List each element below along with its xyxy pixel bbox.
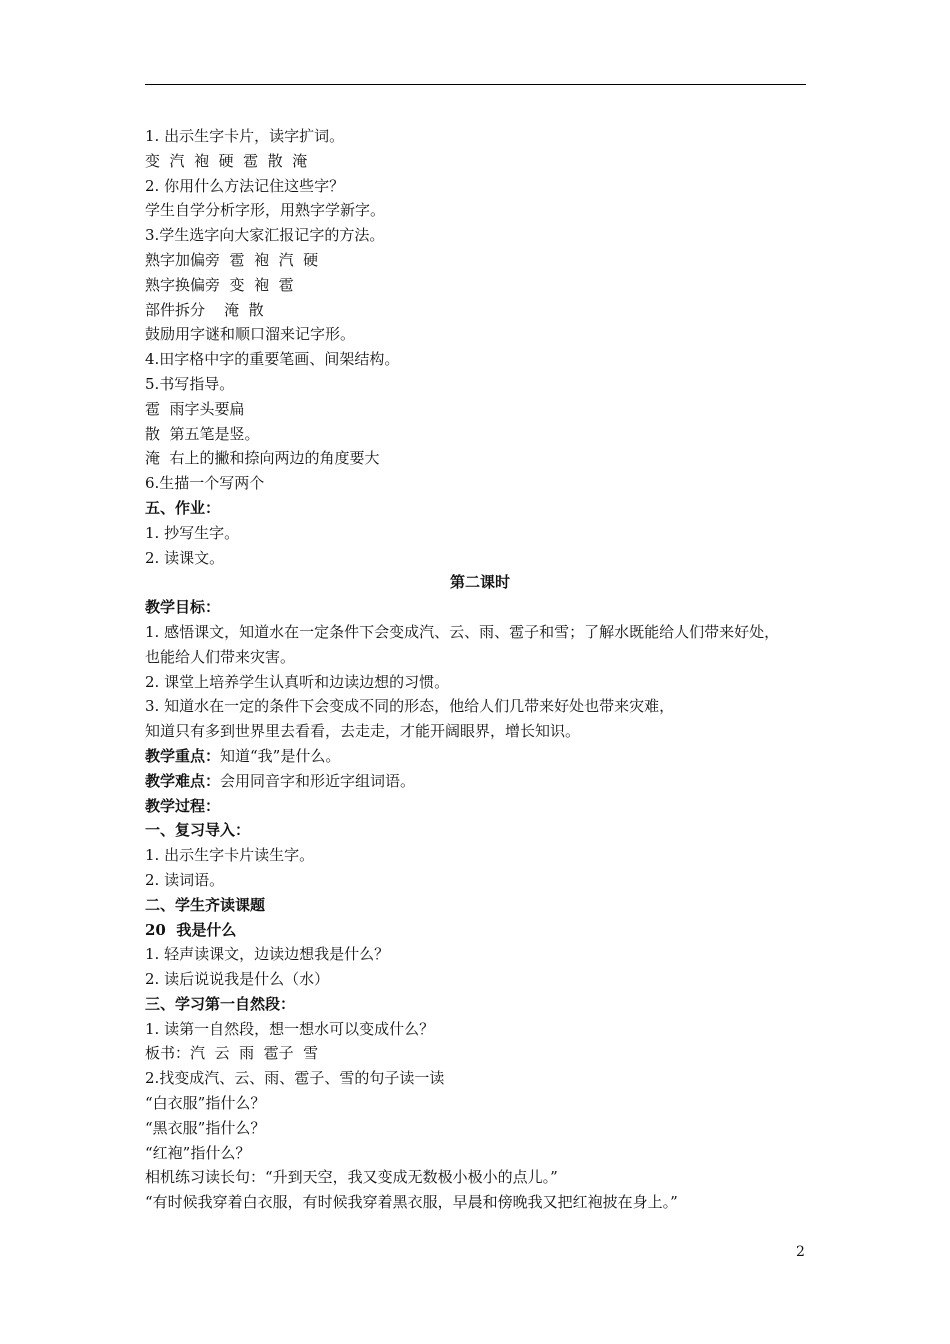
line-text: 板书：汽 云 雨 雹子 雪 bbox=[145, 1044, 319, 1063]
text-line bbox=[145, 893, 815, 918]
text-line bbox=[145, 422, 815, 447]
text-line bbox=[145, 1116, 815, 1141]
text-line bbox=[145, 397, 815, 422]
line-text: 2. 课堂上培养学生认真听和边读边想的习惯。 bbox=[145, 672, 450, 691]
text-line bbox=[145, 843, 815, 868]
line-text: 熟字加偏旁 雹 袍 汽 硬 bbox=[145, 250, 319, 269]
text-line bbox=[145, 794, 815, 819]
text-line bbox=[145, 620, 815, 645]
line-text: 2. 你用什么方法记住这些字？ bbox=[145, 176, 345, 195]
text-line bbox=[145, 868, 815, 893]
text-line bbox=[145, 719, 815, 744]
line-text: 1. 抄写生字。 bbox=[145, 523, 240, 542]
text-line bbox=[145, 670, 815, 695]
text-line bbox=[145, 273, 815, 298]
line-text: 雹 雨字头要扁 bbox=[145, 399, 245, 418]
line-text: 相机练习读长句：“升到天空，我又变成无数极小极小的点儿。” bbox=[145, 1168, 558, 1187]
line-text: 5.书写指导。 bbox=[145, 374, 235, 393]
line-text: 2. 读词语。 bbox=[145, 870, 225, 889]
line-text: 五、作业： bbox=[145, 498, 221, 517]
line-text: 1. 轻声读课文，边读边想我是什么？ bbox=[145, 945, 390, 964]
line-text: 20 我是什么 bbox=[145, 920, 237, 939]
text-line bbox=[145, 992, 815, 1017]
document-body bbox=[145, 124, 815, 1215]
line-text: 鼓励用字谜和顺口溜来记字形。 bbox=[145, 325, 356, 344]
line-text: 知道只有多到世界里去看看，去走走，才能开阔眼界，增长知识。 bbox=[145, 722, 581, 741]
text-line bbox=[145, 1141, 815, 1166]
text-line bbox=[145, 818, 815, 843]
line-text: 一、复习导入： bbox=[145, 821, 251, 840]
text-line bbox=[145, 248, 815, 273]
text-line bbox=[145, 124, 815, 149]
line-text: 2. 读后说说我是什么（水） bbox=[145, 970, 330, 989]
text-line bbox=[145, 744, 815, 769]
line-text: “有时候我穿着白衣服，有时候我穿着黑衣服，早晨和傍晚我又把红袍披在身上。” bbox=[145, 1193, 678, 1212]
line-text: 学生自学分析字形，用熟字学新字。 bbox=[145, 201, 386, 220]
line-text: 第二课时 bbox=[449, 573, 510, 592]
text-line bbox=[145, 570, 815, 595]
line-text: 4.田字格中字的重要笔画、间架结构。 bbox=[145, 350, 400, 369]
text-line bbox=[145, 1017, 815, 1042]
line-text: 1. 出示生字卡片，读字扩词。 bbox=[145, 127, 345, 145]
text-line bbox=[145, 1066, 815, 1091]
text-line bbox=[145, 645, 815, 670]
text-line bbox=[145, 918, 815, 943]
text-line bbox=[145, 1190, 815, 1215]
text-line bbox=[145, 198, 815, 223]
text-line bbox=[145, 298, 815, 323]
line-text: 6.生描一个写两个 bbox=[145, 474, 265, 493]
text-line bbox=[145, 769, 815, 794]
line-text: “黑衣服”指什么？ bbox=[145, 1118, 266, 1137]
line-label: 教学难点： bbox=[145, 771, 221, 790]
line-text: 1. 读第一自然段，想一想水可以变成什么？ bbox=[145, 1019, 435, 1038]
text-line bbox=[145, 223, 815, 248]
text-line bbox=[145, 694, 815, 719]
text-line bbox=[145, 174, 815, 199]
text-line bbox=[145, 149, 815, 174]
text-line bbox=[145, 372, 815, 397]
line-text: 3.学生选字向大家汇报记字的方法。 bbox=[145, 226, 385, 245]
text-line bbox=[145, 595, 815, 620]
line-text: 散 第五笔是竖。 bbox=[145, 424, 260, 443]
text-line bbox=[145, 322, 815, 347]
line-text: 3. 知道水在一定的条件下会变成不同的形态，他给人们几带来好处也带来灾难， bbox=[145, 697, 675, 716]
text-line bbox=[145, 546, 815, 571]
line-text: 部件拆分 淹 散 bbox=[145, 300, 264, 319]
line-text: 知道“我”是什么。 bbox=[220, 746, 341, 765]
line-text: 1. 出示生字卡片读生字。 bbox=[145, 846, 315, 865]
text-line bbox=[145, 521, 815, 546]
line-text: 2.找变成汽、云、雨、雹子、雪的句子读一读 bbox=[145, 1069, 445, 1088]
text-line bbox=[145, 446, 815, 471]
line-text: “红袍”指什么？ bbox=[145, 1143, 251, 1162]
text-line bbox=[145, 942, 815, 967]
line-text: 变 汽 袍 硬 雹 散 淹 bbox=[145, 151, 308, 170]
text-line bbox=[145, 471, 815, 496]
line-text: 教学目标： bbox=[145, 598, 221, 617]
text-line bbox=[145, 1041, 815, 1066]
line-text: 会用同音字和形近字组词语。 bbox=[220, 771, 416, 790]
line-label: 教学重点： bbox=[145, 746, 221, 765]
text-line bbox=[145, 496, 815, 521]
line-text: 二、学生齐读课题 bbox=[145, 895, 266, 914]
text-line bbox=[145, 1165, 815, 1190]
line-text: 也能给人们带来灾害。 bbox=[145, 647, 296, 666]
header-rule bbox=[145, 84, 806, 85]
text-line bbox=[145, 967, 815, 992]
text-line bbox=[145, 347, 815, 372]
line-text: 淹 右上的撇和捺向两边的角度要大 bbox=[145, 449, 380, 468]
line-text: 2. 读课文。 bbox=[145, 548, 225, 567]
line-text: 1. 感悟课文，知道水在一定条件下会变成汽、云、雨、雹子和雪；了解水既能给人们带来好处， bbox=[145, 622, 780, 641]
page-number: 2 bbox=[796, 1244, 805, 1260]
text-line bbox=[145, 1091, 815, 1116]
line-text: 三、学习第一自然段： bbox=[145, 994, 296, 1013]
line-text: 熟字换偏旁 变 袍 雹 bbox=[145, 275, 294, 294]
line-text: 教学过程： bbox=[145, 796, 221, 815]
line-text: “白衣服”指什么？ bbox=[145, 1094, 266, 1113]
